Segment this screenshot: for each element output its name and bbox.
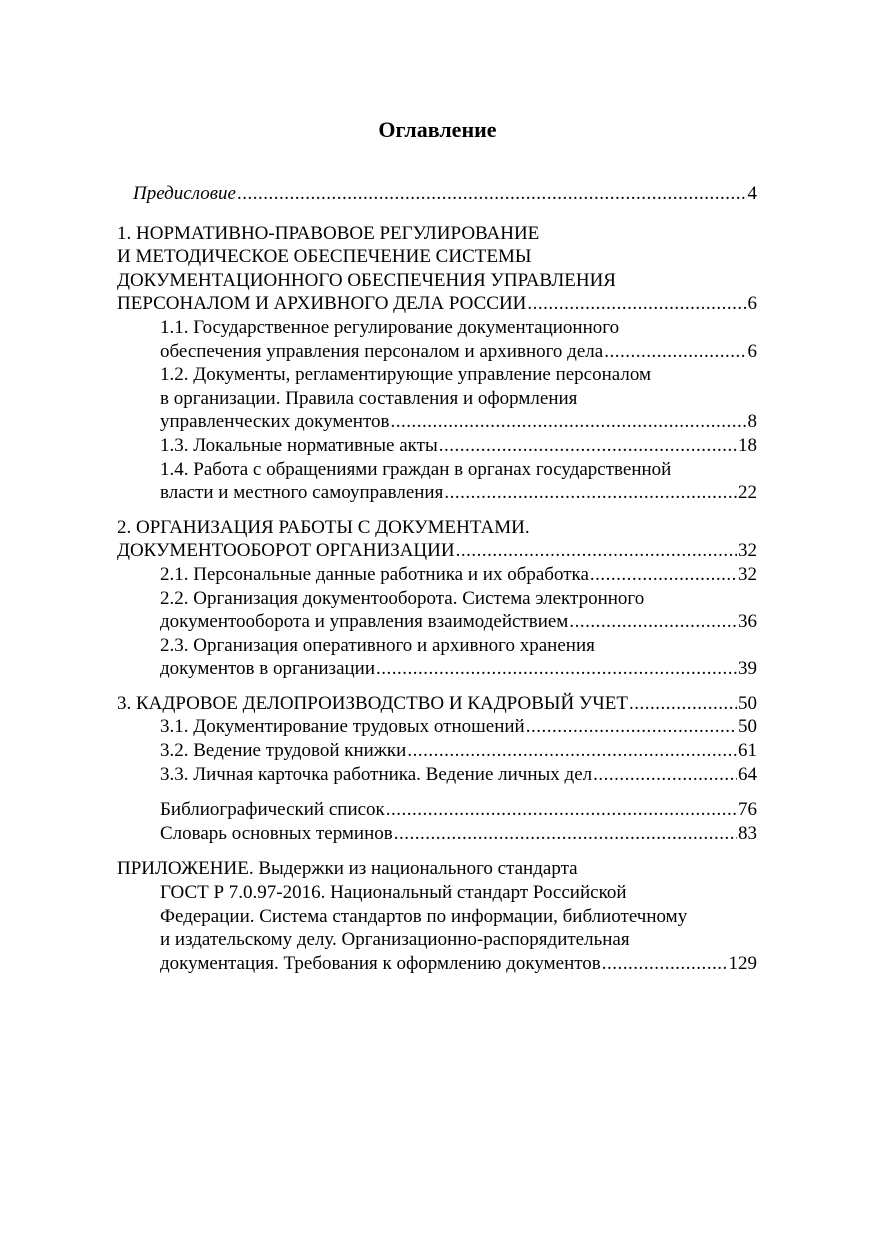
toc-line: ПЕРСОНАЛОМ И АРХИВНОГО ДЕЛА РОССИИ [117,293,527,315]
toc-section-1[interactable] [117,222,757,316]
table-of-contents [117,182,757,975]
toc-subsection-2-3[interactable] [160,634,757,681]
toc-subsection-3-3[interactable] [160,763,757,787]
toc-line: Библиографический список [160,799,385,821]
toc-line: в организации. Правила составления и оформления [160,387,578,409]
toc-line: ПРИЛОЖЕНИЕ. Выдержки из национального стандарта [117,858,578,880]
toc-page-number: 6 [747,340,757,362]
toc-entry-bibliography[interactable] [160,798,757,822]
toc-line: 2. ОРГАНИЗАЦИЯ РАБОТЫ С ДОКУМЕНТАМИ. [117,516,530,538]
toc-entry-label: Предисловие [133,183,236,204]
toc-page-number: 64 [738,763,757,785]
toc-line: Словарь основных терминов [160,822,393,844]
toc-line: Федерации. Система стандартов по информации, библиотечному [160,905,688,927]
toc-line: и издательскому делу. Организационно-распорядительная [160,929,630,951]
dot-leader [376,657,737,681]
dot-leader [456,539,737,563]
toc-entry-appendix[interactable] [117,857,757,975]
toc-line: 1.2. Документы, регламентирующие управление персоналом [160,364,652,386]
toc-line: 3. КАДРОВОЕ ДЕЛОПРОИЗВОДСТВО И КАДРОВЫЙ УЧЕТ [117,692,628,714]
toc-line: 3.3. Личная карточка работника. Ведение личных дел [160,763,593,785]
toc-page-number: 22 [738,482,757,504]
toc-line: ДОКУМЕНТАЦИОННОГО ОБЕСПЕЧЕНИЯ УПРАВЛЕНИЯ [117,269,616,291]
dot-leader [629,692,737,716]
toc-page-number: 32 [738,563,757,585]
dot-leader [569,610,737,634]
toc-page-number: 36 [738,611,757,633]
toc-line: управленческих документов [160,411,390,433]
toc-page-number: 76 [738,799,757,821]
dot-leader [237,182,747,206]
toc-page-number: 50 [738,692,757,714]
toc-subsection-1-3[interactable] [160,434,757,458]
toc-subsection-1-2[interactable] [160,363,757,434]
toc-line: документооборота и управления взаимодействием [160,611,569,633]
dot-leader [386,798,737,822]
dot-leader [527,292,746,316]
toc-line: И МЕТОДИЧЕСКОЕ ОБЕСПЕЧЕНИЕ СИСТЕМЫ [117,246,532,268]
dot-leader [604,340,746,364]
toc-entry-glossary[interactable] [160,822,757,846]
toc-page-number: 18 [738,434,757,456]
toc-page-number: 61 [738,740,757,762]
toc-line: 2.2. Организация документооборота. Система электронного [160,587,645,609]
toc-page-number: 4 [747,183,757,204]
toc-entry-preface[interactable] [133,182,757,206]
toc-page-number: 32 [738,540,757,562]
toc-subsection-1-1[interactable] [160,316,757,363]
dot-leader [394,822,737,846]
toc-line: документация. Требования к оформлению документов [160,952,601,974]
toc-line: 1.3. Локальные нормативные акты [160,434,438,456]
toc-subsection-1-4[interactable] [160,458,757,505]
toc-page-number: 50 [738,716,757,738]
toc-line: ДОКУМЕНТООБОРОТ ОРГАНИЗАЦИИ [117,540,455,562]
toc-page-number: 83 [738,822,757,844]
toc-line: власти и местного самоуправления [160,482,444,504]
toc-page-number: 129 [728,952,757,974]
dot-leader [602,952,728,976]
dot-leader [444,481,737,505]
toc-subsection-3-2[interactable] [160,739,757,763]
toc-subsection-3-1[interactable] [160,715,757,739]
page-title: Оглавление [378,117,497,142]
toc-line: ГОСТ Р 7.0.97-2016. Национальный стандарт Российской [160,882,627,904]
toc-section-3[interactable] [117,692,757,716]
dot-leader [526,715,737,739]
toc-page-number: 8 [747,411,757,433]
dot-leader [439,434,737,458]
toc-line: обеспечения управления персоналом и архивного дела [160,340,604,362]
toc-line: 2.1. Персональные данные работника и их обработка [160,563,589,585]
toc-page-number: 39 [738,658,757,680]
toc-page-number: 6 [747,293,757,315]
dot-leader [407,739,737,763]
toc-subsection-2-2[interactable] [160,587,757,634]
toc-line: 1.4. Работа с обращениями граждан в органах государственной [160,458,672,480]
toc-section-2[interactable] [117,516,757,563]
dot-leader [590,563,737,587]
dot-leader [390,410,746,434]
toc-line: 3.2. Ведение трудовой книжки [160,740,407,762]
toc-line: 1.1. Государственное регулирование документационного [160,316,620,338]
toc-line: документов в организации [160,658,376,680]
toc-subsection-2-1[interactable] [160,563,757,587]
toc-line: 3.1. Документирование трудовых отношений [160,716,525,738]
toc-line: 2.3. Организация оперативного и архивного хранения [160,634,595,656]
toc-line: 1. НОРМАТИВНО-ПРАВОВОЕ РЕГУЛИРОВАНИЕ [117,222,540,244]
dot-leader [593,763,737,787]
